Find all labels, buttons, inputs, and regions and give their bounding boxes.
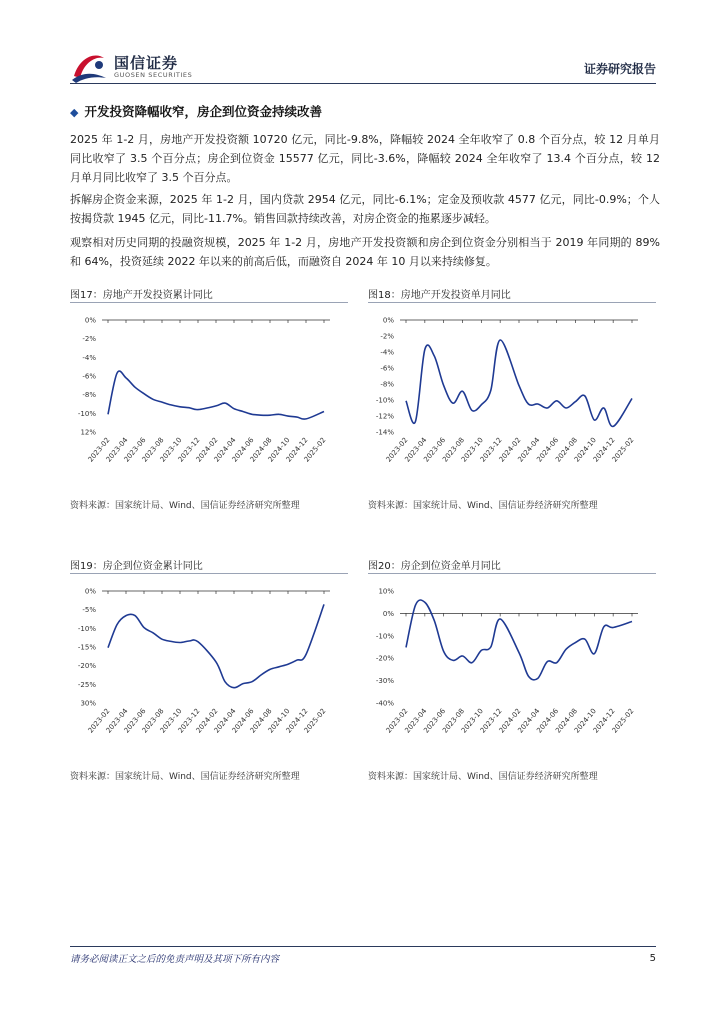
y-tick-label: -6% [82, 372, 96, 381]
y-tick-label: -25% [77, 680, 96, 689]
y-tick-label: 0% [84, 316, 96, 325]
y-tick-label: 0% [382, 316, 394, 325]
y-tick-label: -2% [380, 332, 394, 341]
series-line [406, 340, 632, 427]
x-tick-label: 2024-12 [591, 707, 617, 735]
x-tick-label: 2023-10 [158, 436, 184, 464]
x-tick-label: 2024-04 [516, 436, 542, 464]
figure-17-source: 资料来源：国家统计局、Wind、国信证券经济研究所整理 [70, 501, 300, 511]
x-tick-label: 2023-06 [122, 436, 148, 464]
diamond-bullet-icon: ◆ [70, 106, 79, 119]
x-tick-label: 2024-12 [284, 707, 310, 735]
x-tick-label: 2023-08 [140, 707, 166, 735]
series-line [108, 371, 324, 419]
y-tick-label: -14% [375, 428, 394, 437]
x-tick-label: 2024-06 [230, 436, 256, 464]
x-tick-label: 2025-02 [302, 707, 328, 735]
section-heading [70, 102, 322, 120]
chart-fig17 [70, 312, 348, 492]
y-tick-label: -15% [77, 643, 96, 652]
figure-19-source: 资料来源：国家统计局、Wind、国信证券经济研究所整理 [70, 772, 300, 782]
x-tick-label: 2024-12 [591, 436, 617, 464]
y-tick-label: -10% [375, 396, 394, 405]
guosen-logo [70, 50, 200, 84]
logo-en-name: GUOSEN SECURITIES [114, 71, 193, 79]
y-tick-label: 0% [84, 587, 96, 596]
x-tick-label: 2023-04 [104, 436, 130, 464]
x-tick-label: 2024-12 [284, 436, 310, 464]
x-tick-label: 2023-10 [459, 436, 485, 464]
y-tick-label: -20% [375, 654, 394, 663]
x-tick-label: 2024-04 [212, 707, 238, 735]
guosen-logo-icon [70, 50, 108, 84]
x-tick-label: 2024-08 [554, 436, 580, 464]
report-type-label: 证券研究报告 [583, 62, 656, 76]
figure-19-title: 图19：房企到位资金累计同比 [70, 561, 203, 572]
x-tick-label: 2024-10 [572, 436, 598, 464]
x-tick-label: 2024-06 [230, 707, 256, 735]
x-tick-label: 2023-12 [176, 436, 202, 464]
header-divider [70, 83, 656, 84]
x-tick-label: 2024-02 [194, 436, 220, 464]
y-tick-label: -8% [82, 391, 96, 400]
y-tick-label: -4% [82, 353, 96, 362]
y-tick-label: -12% [375, 412, 394, 421]
x-tick-label: 2023-10 [158, 707, 184, 735]
x-tick-label: 2023-12 [478, 436, 504, 464]
x-tick-label: 2023-04 [403, 436, 429, 464]
figure-17-title-rule [70, 302, 348, 303]
x-tick-label: 2025-02 [610, 707, 636, 735]
page-number: 5 [649, 953, 656, 964]
y-tick-label: -2% [82, 335, 96, 344]
y-tick-label: -5% [82, 606, 96, 615]
y-tick-label: -20% [77, 662, 96, 671]
x-tick-label: 2025-02 [610, 436, 636, 464]
figure-18-title: 图18：房地产开发投资单月同比 [368, 290, 511, 301]
section-title: 开发投资降幅收窄，房企到位资金持续改善 [84, 104, 322, 119]
x-tick-label: 2024-08 [248, 707, 274, 735]
figure-18-title-rule [368, 302, 656, 303]
chart-fig18 [368, 312, 656, 492]
chart-fig19 [70, 583, 348, 763]
x-tick-label: 2024-10 [572, 707, 598, 735]
x-tick-label: 2023-08 [140, 436, 166, 464]
x-tick-label: 2023-02 [384, 436, 410, 464]
x-tick-label: 2023-06 [122, 707, 148, 735]
x-tick-label: 2023-12 [176, 707, 202, 735]
y-tick-label: -10% [77, 409, 96, 418]
x-tick-label: 2023-08 [441, 707, 467, 735]
x-tick-label: 2023-06 [422, 707, 448, 735]
x-tick-label: 2023-02 [384, 707, 410, 735]
x-tick-label: 2024-06 [535, 707, 561, 735]
y-tick-label: -8% [380, 380, 394, 389]
y-tick-label: -4% [380, 348, 394, 357]
paragraph-historical-comparison: 观察相对历史同期的投融资规模，2025 年 1-2 月，房地产开发投资额和房企到位资金分别相当于 2019 年同期的 89%和 64%，投资延续 2022 年以来的前高后低，而融资自 2024 年 10 月以来持续修复。 [70, 236, 660, 268]
y-tick-label: 12% [80, 428, 96, 437]
figure-20-title: 图20：房企到位资金单月同比 [368, 561, 501, 572]
x-tick-label: 2024-02 [497, 436, 523, 464]
logo-cn-name: 国信证券 [114, 54, 179, 72]
disclaimer-text: 请务必阅读正文之后的免责声明及其项下所有内容 [70, 954, 280, 965]
y-tick-label: -10% [77, 624, 96, 633]
figure-20-source: 资料来源：国家统计局、Wind、国信证券经济研究所整理 [368, 772, 598, 782]
x-tick-label: 2023-04 [403, 707, 429, 735]
x-tick-label: 2023-08 [441, 436, 467, 464]
paragraph-funding-sources: 拆解房企资金来源，2025 年 1-2 月，国内贷款 2954 亿元，同比-6.1%；定金及预收款 4577 亿元，同比-0.9%；个人按揭贷款 1945 亿元，同比-11.7%。销售回款持续改善，对房企资金的拖累逐步减轻。 [70, 193, 660, 225]
figure-20-title-rule [368, 573, 656, 574]
figure-18-source: 资料来源：国家统计局、Wind、国信证券经济研究所整理 [368, 501, 598, 511]
chart-fig20 [368, 583, 656, 763]
footer-divider [70, 946, 656, 947]
y-tick-label: -6% [380, 364, 394, 373]
x-tick-label: 2024-10 [266, 436, 292, 464]
page-header [0, 0, 724, 90]
y-tick-label: 30% [80, 699, 96, 708]
y-tick-label: 0% [382, 609, 394, 618]
x-tick-label: 2023-06 [422, 436, 448, 464]
series-line [108, 604, 324, 687]
x-tick-label: 2024-04 [212, 436, 238, 464]
y-tick-label: -10% [375, 632, 394, 641]
y-tick-label: 10% [378, 587, 394, 596]
x-tick-label: 2025-02 [302, 436, 328, 464]
x-tick-label: 2024-04 [516, 707, 542, 735]
x-tick-label: 2023-04 [104, 707, 130, 735]
x-tick-label: 2024-02 [497, 707, 523, 735]
figure-19-title-rule [70, 573, 348, 574]
y-tick-label: -40% [375, 699, 394, 708]
x-tick-label: 2023-12 [478, 707, 504, 735]
x-tick-label: 2024-10 [266, 707, 292, 735]
x-tick-label: 2023-02 [86, 436, 112, 464]
x-tick-label: 2024-08 [554, 707, 580, 735]
x-tick-label: 2023-10 [459, 707, 485, 735]
figure-17-title: 图17：房地产开发投资累计同比 [70, 290, 213, 301]
x-tick-label: 2024-08 [248, 436, 274, 464]
x-tick-label: 2024-06 [535, 436, 561, 464]
paragraph-investment: 2025 年 1-2 月，房地产开发投资额 10720 亿元，同比-9.8%，降幅较 2024 全年收窄了 0.8 个百分点，较 12 月单月同比收窄了 3.5 个百分点；房企到位资金 15577 亿元，同比-3.6%，降幅较 2024 全年收窄了 13.4 个百分点，较 12 月单月同比收窄了 3.5 个百分点。 [70, 133, 660, 184]
series-line [406, 600, 632, 680]
y-tick-label: -30% [375, 677, 394, 686]
x-tick-label: 2024-02 [194, 707, 220, 735]
x-tick-label: 2023-02 [86, 707, 112, 735]
